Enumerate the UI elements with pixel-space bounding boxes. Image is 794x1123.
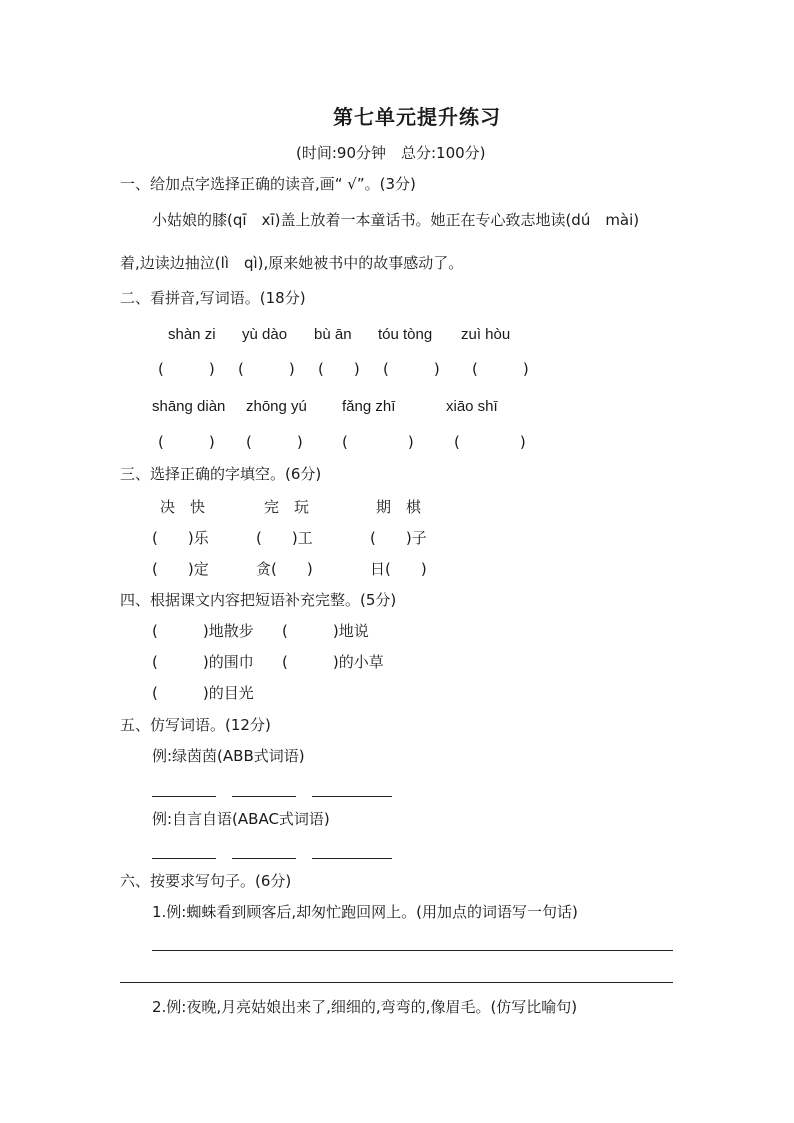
q2-blank-7[interactable]: ( ) [246,433,303,451]
q5-answer-line-2[interactable] [232,796,296,797]
q5-answer-line-6[interactable] [312,858,392,859]
q2-pinyin-shanzi: shàn zi [168,326,216,343]
q3-group-3: 期 棋 [376,498,422,516]
q3-blank-tan[interactable]: 贪( ) [256,560,313,578]
q2-blank-3[interactable]: ( ) [318,360,360,378]
q3-blank-ding[interactable]: ( )定 [152,560,209,578]
q4-item-4[interactable]: ( )的小草 [282,653,384,671]
q2-pinyin-zuihou: zuì hòu [461,326,511,343]
q4-item-3[interactable]: ( )的围巾 [152,653,254,671]
q6-answer-line-2[interactable] [120,982,673,983]
q3-blank-gong[interactable]: ( )工 [256,529,313,547]
q3-blank-ri[interactable]: 日( ) [370,560,427,578]
q5-heading: 五、仿写词语。(12分) [120,716,271,734]
q2-blank-5[interactable]: ( ) [472,360,529,378]
page-title: 第七单元提升练习 [333,105,501,129]
q5-answer-line-1[interactable] [152,796,216,797]
q2-pinyin-fangzhi: fǎng zhī [342,398,396,415]
q2-pinyin-yudao: yù dào [242,326,288,343]
q1-line2: 着,边读边抽泣(lì qì),原来她被书中的故事感动了。 [120,254,464,272]
q2-pinyin-toutong: tóu tòng [378,326,433,343]
q5-example-1: 例:绿茵茵(ABB式词语) [152,747,305,765]
q6-item-2: 2.例:夜晚,月亮姑娘出来了,细细的,弯弯的,像眉毛。(仿写比喻句) [152,998,578,1016]
q2-blank-4[interactable]: ( ) [383,360,440,378]
q1-line1: 小姑娘的膝(qī xī)盖上放着一本童话书。她正在专心致志地读(dú mài) [152,211,640,229]
q4-item-5[interactable]: ( )的目光 [152,684,254,702]
q2-pinyin-shangdian: shāng diàn [152,398,226,415]
q3-heading: 三、选择正确的字填空。(6分) [120,465,322,483]
q6-item-1: 1.例:蜘蛛看到顾客后,却匆忙跑回网上。(用加点的词语写一句话) [152,903,578,921]
q2-blank-1[interactable]: ( ) [158,360,215,378]
q2-blank-2[interactable]: ( ) [238,360,295,378]
q6-answer-line-1[interactable] [152,950,673,951]
q2-blank-8[interactable]: ( ) [342,433,414,451]
q5-answer-line-5[interactable] [232,858,296,859]
q4-item-1[interactable]: ( )地散步 [152,622,254,640]
q6-heading: 六、按要求写句子。(6分) [120,872,292,890]
q5-example-2: 例:自言自语(ABAC式词语) [152,810,330,828]
q3-blank-zi[interactable]: ( )子 [370,529,427,547]
q2-blank-9[interactable]: ( ) [454,433,526,451]
q2-heading: 二、看拼音,写词语。(18分) [120,289,306,307]
page-subtitle: (时间:90分钟 总分:100分) [296,144,486,162]
q2-pinyin-buan: bù ān [314,326,352,343]
q2-blank-6[interactable]: ( ) [158,433,215,451]
q2-pinyin-zhongyu: zhōng yú [246,398,307,415]
q1-heading: 一、给加点字选择正确的读音,画“ √”。(3分) [120,175,416,193]
q5-answer-line-4[interactable] [152,858,216,859]
q2-pinyin-xiaoshi: xiāo shī [446,398,498,415]
q3-group-1: 决 快 [160,498,206,516]
q5-answer-line-3[interactable] [312,796,392,797]
q4-heading: 四、根据课文内容把短语补充完整。(5分) [120,591,397,609]
q3-group-2: 完 玩 [264,498,310,516]
q4-item-2[interactable]: ( )地说 [282,622,369,640]
q3-blank-le[interactable]: ( )乐 [152,529,209,547]
